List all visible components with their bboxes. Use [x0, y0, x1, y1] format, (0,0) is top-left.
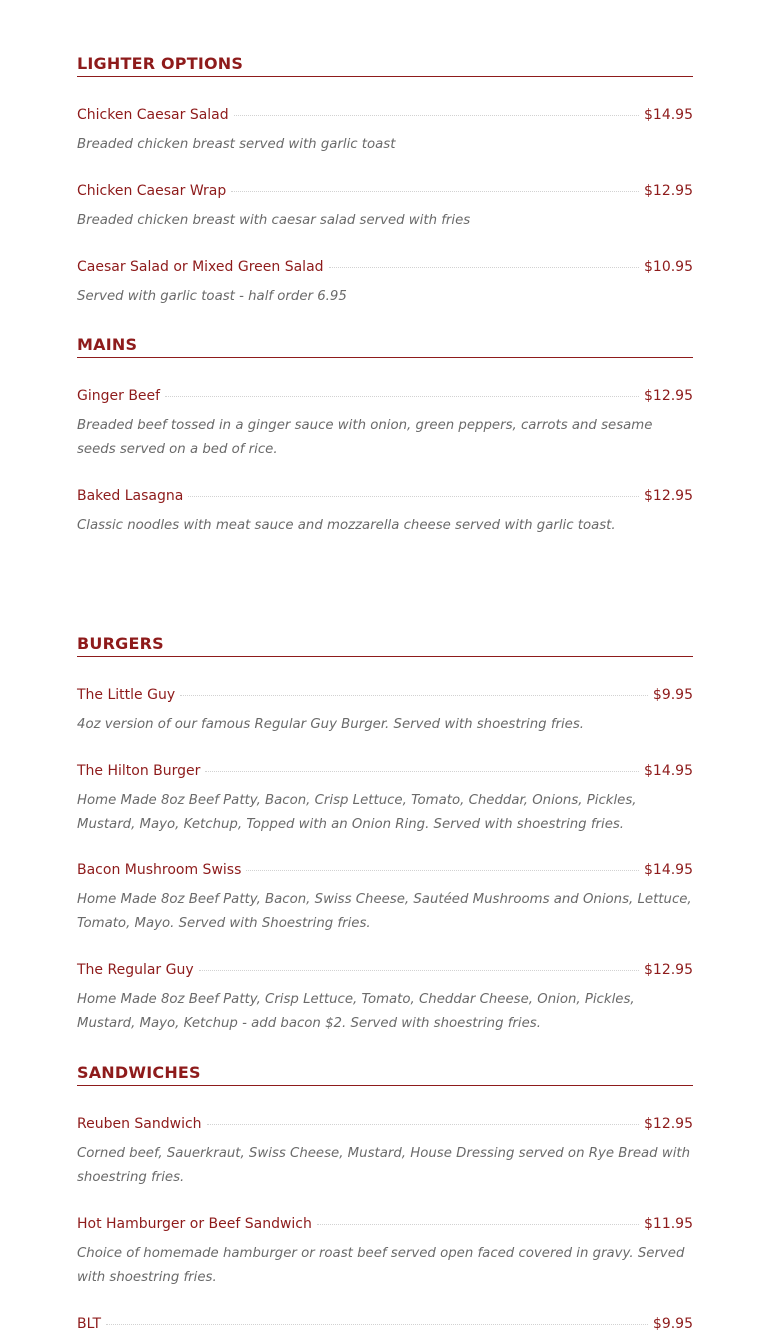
item-name: Bacon Mushroom Swiss — [77, 862, 242, 878]
dotted-leader — [246, 870, 639, 871]
menu-item — [77, 1313, 693, 1335]
section-sandwiches — [77, 1063, 693, 1086]
item-price: $14.95 — [644, 862, 693, 878]
item-name: Reuben Sandwich — [77, 1116, 202, 1132]
item-price: $9.95 — [652, 687, 693, 703]
section-title: SANDWICHES — [77, 1063, 693, 1086]
item-description: 4oz version of our famous Regular Guy Burger. Served with shoestring fries. — [77, 717, 585, 732]
menu-item — [77, 180, 693, 233]
item-description: Served with garlic toast - half order 6.95 — [77, 289, 347, 304]
item-price: $14.95 — [644, 107, 693, 123]
item-name: Ginger Beef — [77, 388, 161, 404]
section-burgers — [77, 634, 693, 657]
item-description: Choice of homemade hamburger or roast beef served open faced covered in gravy. Served with shoestring fries. — [77, 1246, 685, 1285]
dotted-leader — [231, 191, 639, 192]
menu-item — [77, 104, 693, 157]
dotted-leader — [165, 396, 639, 397]
dotted-leader — [317, 1224, 639, 1225]
menu-item — [77, 1213, 693, 1290]
item-price: $12.95 — [644, 1116, 693, 1132]
item-name: Baked Lasagna — [77, 488, 184, 504]
item-name: Hot Hamburger or Beef Sandwich — [77, 1216, 312, 1232]
item-description: Home Made 8oz Beef Patty, Crisp Lettuce, Tomato, Cheddar Cheese, Onion, Pickles, Mustard, Mayo, Ketchup - add bacon $2. Served with shoestring fries. — [77, 992, 635, 1031]
item-price: $12.95 — [644, 962, 693, 978]
item-name: Chicken Caesar Wrap — [77, 183, 227, 199]
section-lighter-options — [77, 54, 693, 77]
item-description: Breaded chicken breast with caesar salad served with fries — [77, 213, 471, 228]
item-description: Breaded beef tossed in a ginger sauce with onion, green peppers, carrots and sesame seeds served on a bed of rice. — [77, 418, 653, 457]
menu-item — [77, 256, 693, 309]
item-description: Corned beef, Sauerkraut, Swiss Cheese, Mustard, House Dressing served on Rye Bread with shoestring fries. — [77, 1146, 691, 1185]
item-name: The Hilton Burger — [77, 763, 201, 779]
item-name: The Regular Guy — [77, 962, 194, 978]
dotted-leader — [205, 771, 639, 772]
menu-item — [77, 959, 693, 1036]
item-name: The Little Guy — [77, 687, 176, 703]
item-description: Home Made 8oz Beef Patty, Bacon, Swiss Cheese, Sautéed Mushrooms and Onions, Lettuce, Tomato, Mayo. Served with Shoestring fries. — [77, 892, 692, 931]
item-price: $9.95 — [652, 1316, 693, 1332]
item-description: Classic noodles with meat sauce and mozzarella cheese served with garlic toast. — [77, 518, 616, 533]
dotted-leader — [188, 496, 639, 497]
section-mains — [77, 335, 693, 358]
dotted-leader — [234, 115, 639, 116]
item-price: $10.95 — [644, 259, 693, 275]
item-price: $12.95 — [644, 388, 693, 404]
dotted-leader — [106, 1324, 648, 1325]
item-price: $14.95 — [644, 763, 693, 779]
item-price: $12.95 — [644, 183, 693, 199]
item-price: $11.95 — [644, 1216, 693, 1232]
menu-item — [77, 760, 693, 837]
dotted-leader — [199, 970, 639, 971]
item-price: $12.95 — [644, 488, 693, 504]
menu-item — [77, 1113, 693, 1190]
item-name: BLT — [77, 1316, 102, 1332]
section-title: LIGHTER OPTIONS — [77, 54, 693, 77]
menu-item — [77, 684, 693, 737]
section-title: MAINS — [77, 335, 693, 358]
item-name: Chicken Caesar Salad — [77, 107, 229, 123]
menu-item — [77, 859, 693, 936]
dotted-leader — [329, 267, 639, 268]
menu-item — [77, 485, 693, 538]
dotted-leader — [207, 1124, 639, 1125]
item-description: Breaded chicken breast served with garlic toast — [77, 137, 396, 152]
menu-item — [77, 385, 693, 462]
dotted-leader — [180, 695, 648, 696]
section-title: BURGERS — [77, 634, 693, 657]
item-name: Caesar Salad or Mixed Green Salad — [77, 259, 324, 275]
item-description: Home Made 8oz Beef Patty, Bacon, Crisp Lettuce, Tomato, Cheddar, Onions, Pickles, Mustard, Mayo, Ketchup, Topped with an Onion Ring. Served with shoestring fries. — [77, 793, 637, 832]
